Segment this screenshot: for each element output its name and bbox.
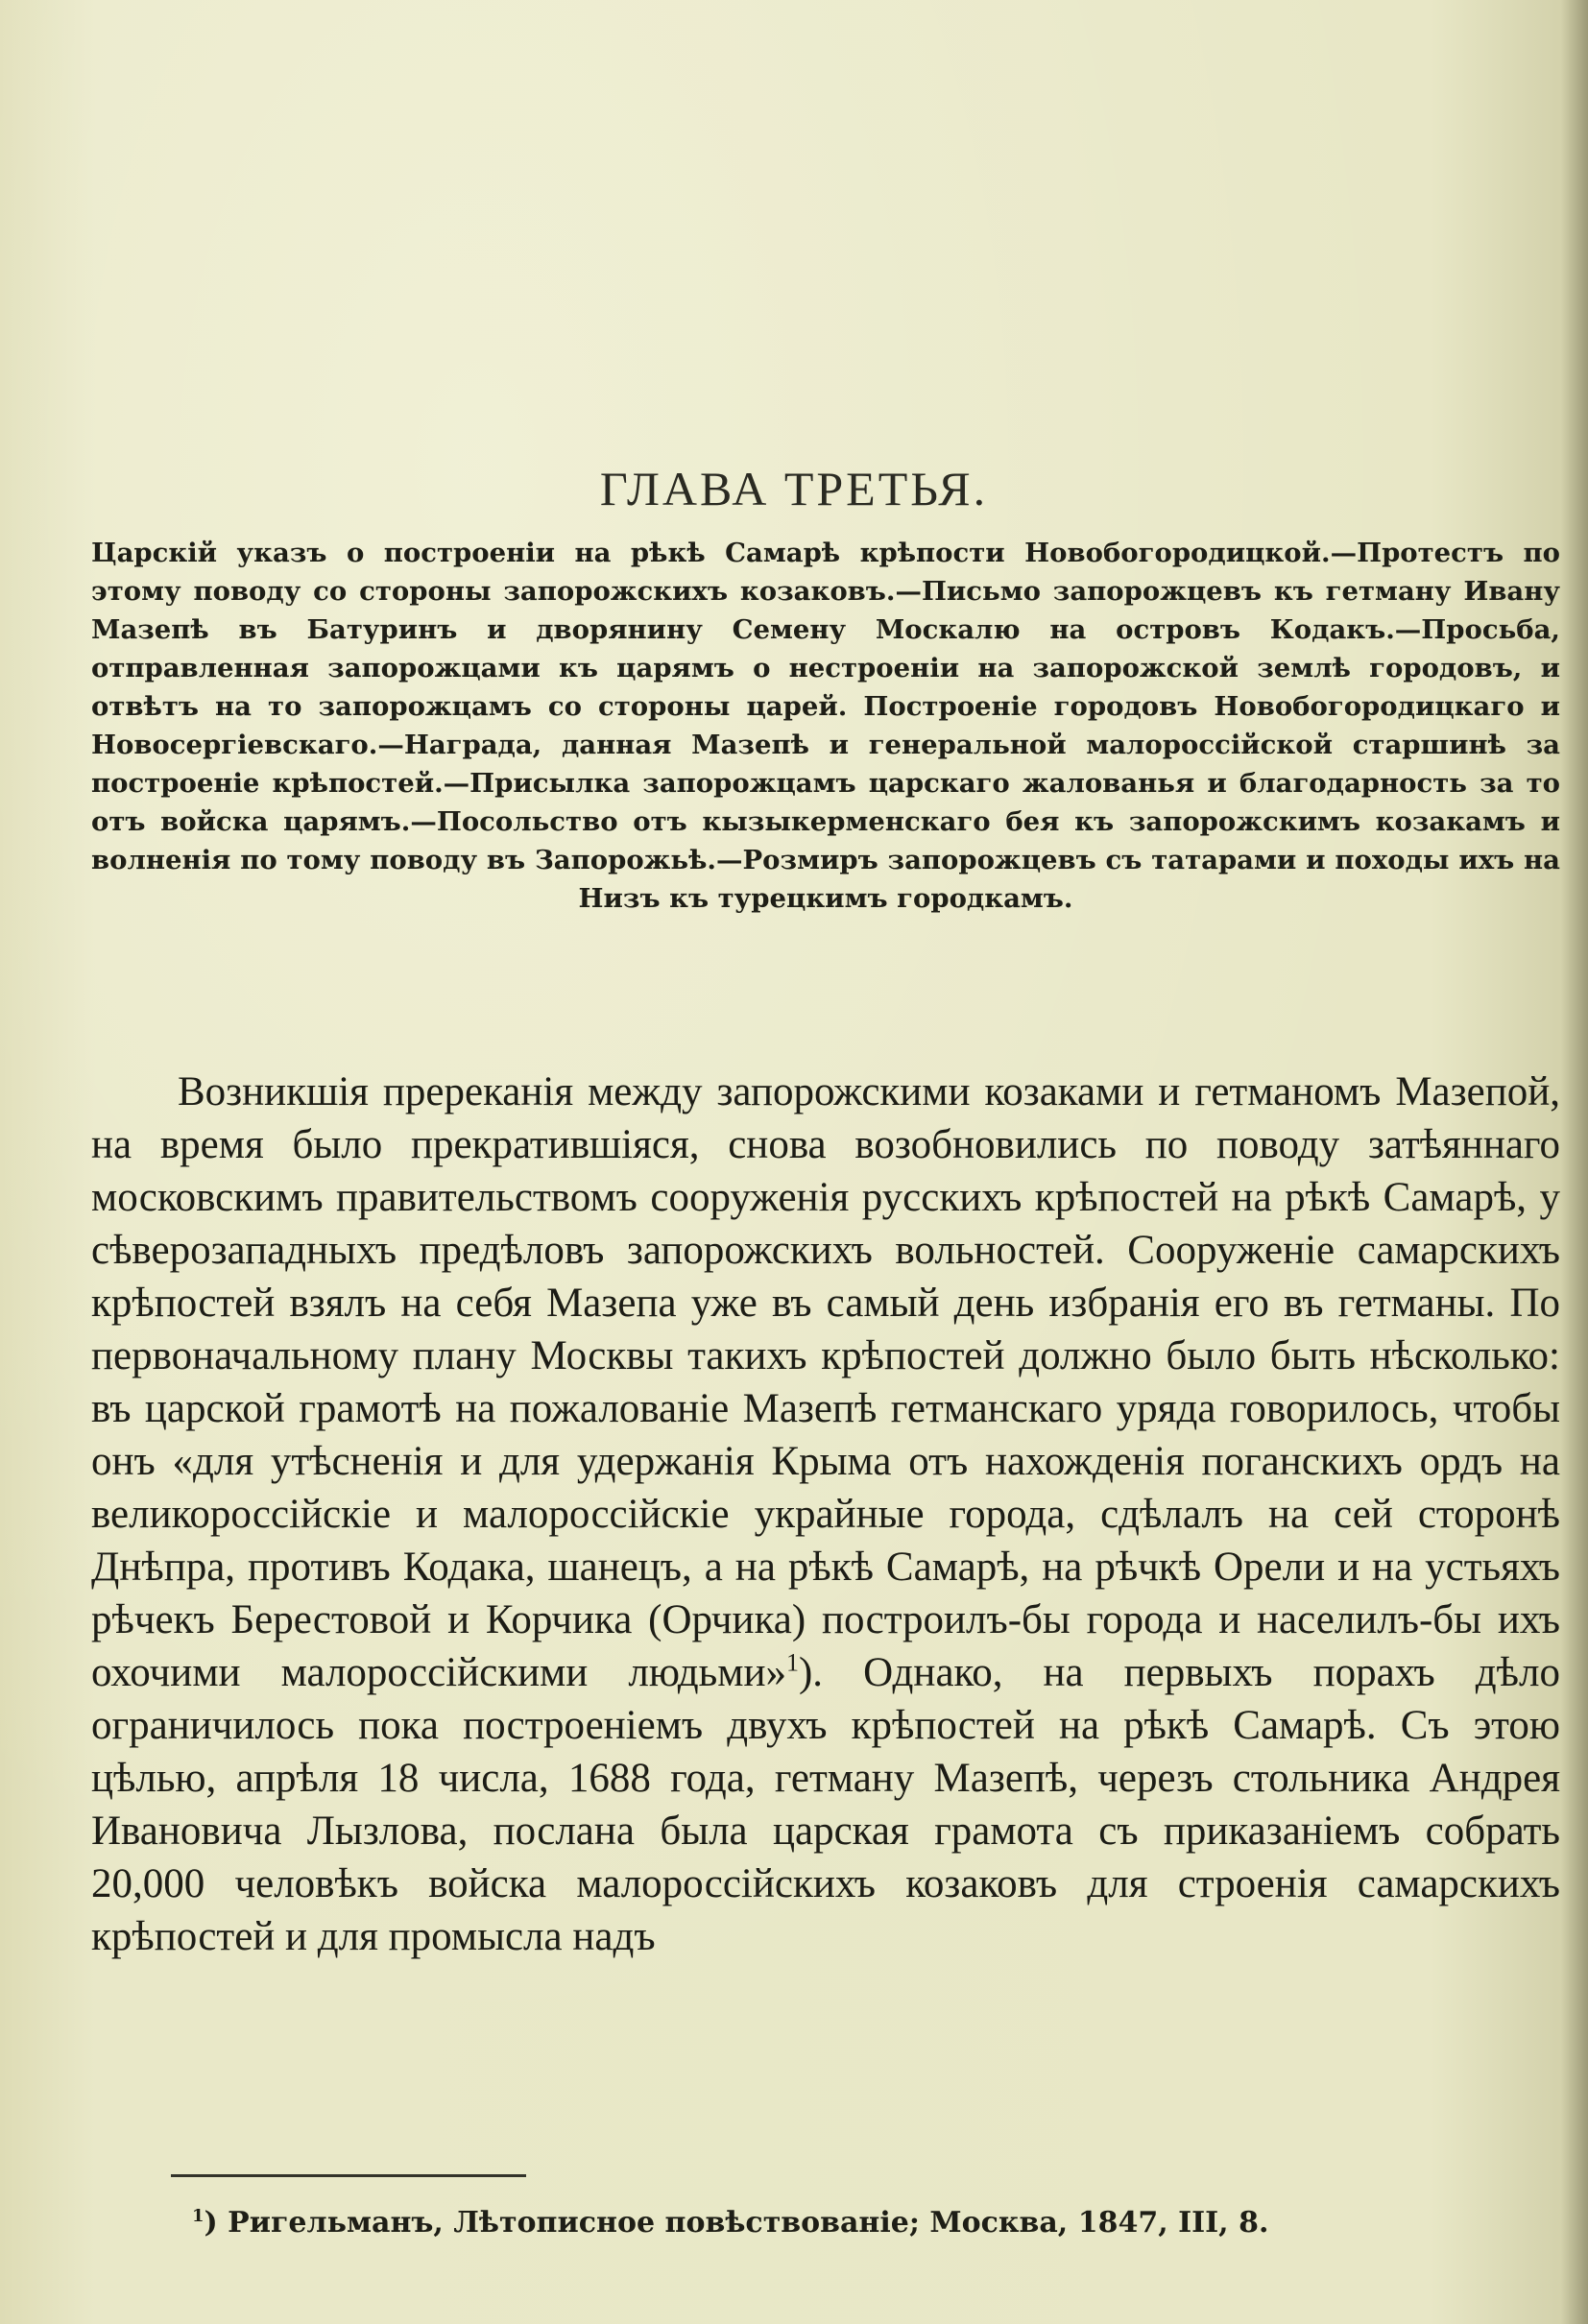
footnote-mark: 1 — [192, 2206, 205, 2226]
footnote-reference[interactable]: 1 — [785, 1648, 799, 1677]
chapter-summary: Царскій указъ о построеніи на рѣкѣ Самарѣ крѣпости Новобогородицкой.—Протестъ по этому поводу со стороны запорожскихъ козаковъ.—Письмо запорожцевъ къ гетману Ивану Мазепѣ въ Батуринъ и дворянину Семену Москалю на островъ Кодакъ.—Просьба, отправленная запорожцами къ царямъ о нестроеніи на запорожской землѣ городовъ, и отвѣтъ на то запорожцамъ со стороны царей. Построеніе городовъ Новобогородицкаго и Новосергіевскаго.—Награда, данная Мазепѣ и генеральной малороссійской старшинѣ за построеніе крѣпостей.—Присылка запорожцамъ царскаго жалованья и благодарность за то отъ войска царямъ.—Посольство отъ кызыкерменскаго бея къ запорожскимъ козакамъ и волненія по тому поводу въ Запорожьѣ.—Розмиръ запорожцевъ съ татарами и походы ихъ на Низъ къ турецкимъ городкамъ. — [91, 538, 1560, 914]
footnote-text: ) Ригельманъ, Лѣтописное повѣствованіе; Москва, 1847, III, 8. — [204, 2206, 1269, 2240]
page-edge-shadow — [1561, 0, 1588, 2324]
body-text-part-2: ). Однако, на первыхъ порахъ дѣло ограничилось пока построеніемъ двухъ крѣпостей на рѣкѣ Самарѣ. Съ этою цѣлью, апрѣля 18 числа, 1688 года, гетману Мазепѣ, черезъ стольника Андрея Ивановича Лызлова, послана была царская грамота съ приказаніемъ собрать 20,000 человѣкъ войска малороссійскихъ козаковъ для строенія самарскихъ крѣпостей и для промысла надъ — [91, 1650, 1560, 1959]
body-text-part-1: Возникшія пререканія между запорожскими козаками и гетманомъ Мазепой, на время было прекратившіяся, снова возобновились по поводу затѣяннаго московскимъ правительствомъ сооруженія русскихъ крѣпостей на рѣкѣ Самарѣ, у сѣверозападныхъ предѣловъ запорожскихъ вольностей. Сооруженіе самарскихъ крѣпостей взялъ на себя Мазепа уже въ самый день избранія его въ гетманы. По первоначальному плану Москвы такихъ крѣпостей должно было быть нѣсколько: въ царской грамотѣ на пожалованіе Мазепѣ гетманскаго уряда говорилось, чтобы онъ «для утѣсненія и для удержанія Крыма отъ нахожденія поганскихъ ордъ на великороссійскіе и малороссійскіе украйные города, сдѣлалъ на сей сторонѣ Днѣпра, противъ Кодака, шанецъ, а на рѣкѣ Самарѣ, на рѣчкѣ Орели и на устьяхъ рѣчекъ Берестовой и Корчика (Орчика) построилъ-бы города и населилъ-бы ихъ охочими малороссійскими людьми» — [91, 1069, 1560, 1695]
footnote-divider — [171, 2174, 526, 2177]
body-paragraph — [91, 1066, 1560, 1963]
footnote — [192, 2206, 1536, 2240]
chapter-title: ГЛАВА ТРЕТЬЯ. — [599, 462, 989, 515]
